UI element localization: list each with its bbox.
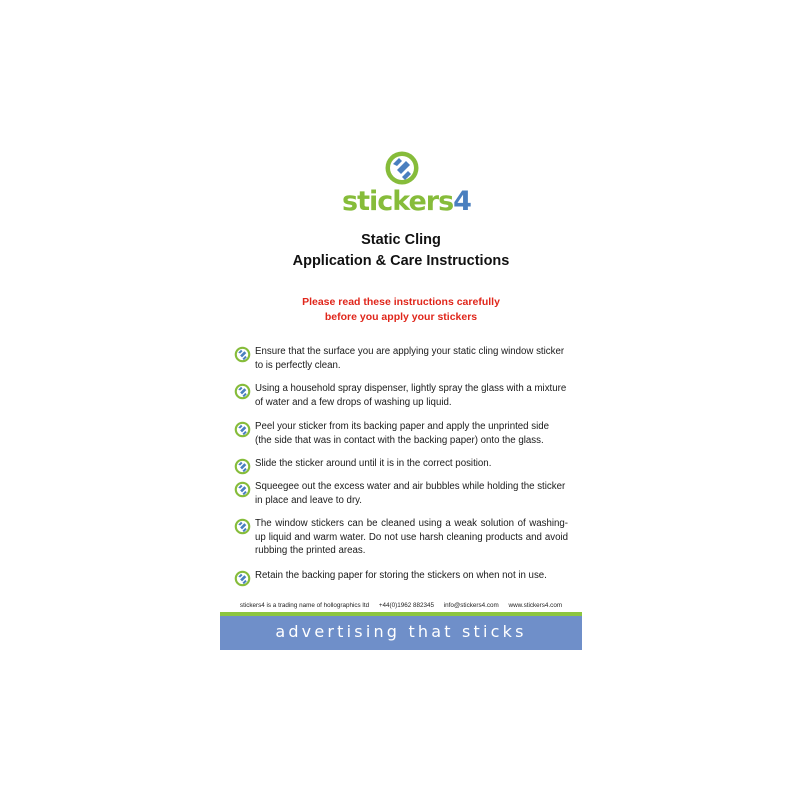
company-note: stickers4 is a trading name of hollographics ltd [239, 602, 370, 609]
title-line-1: Static Cling [361, 232, 441, 248]
stickers4-logo [342, 150, 471, 230]
step-text: Peel your sticker from its backing paper and apply the unprinted side (the side that was in contact with the backing paper) onto the glass. [255, 421, 550, 446]
stickers4-logo-icon [384, 150, 420, 186]
step-text: Retain the backing paper for storing the stickers on when not in use. [255, 570, 547, 581]
logo-wordmark: stickers4 [342, 186, 471, 217]
website-address: www.stickers4.com [508, 602, 563, 609]
tagline-text: advertising that sticks [275, 622, 527, 641]
step-text: Slide the sticker around until it is in the correct position. [255, 458, 492, 469]
contact-footer [220, 602, 582, 609]
stickers4-bullet-icon [234, 518, 251, 535]
stickers4-bullet-icon [234, 481, 251, 498]
instruction-card [220, 140, 582, 650]
step-text: Ensure that the surface you are applying your static cling window sticker to is perfectly clean. [255, 346, 565, 371]
warning-notice [220, 295, 582, 325]
phone-number: +44(0)1962 882345 [378, 602, 434, 609]
email-address: info@stickers4.com [443, 602, 499, 609]
stickers4-bullet-icon [234, 570, 251, 587]
step-text: Using a household spray dispenser, lightly spray the glass with a mixture of water and a few drops of washing up liquid. [255, 383, 567, 408]
notice-line-2: before you apply your stickers [324, 311, 478, 323]
title-line-2: Application & Care Instructions [292, 253, 510, 269]
step-text: The window stickers can be cleaned using a weak solution of washing-up liquid and warm water. Do not use harsh cleaning products and avoid rubbing the printed areas. [255, 518, 568, 556]
stickers4-bullet-icon [234, 346, 251, 363]
page-title [220, 230, 582, 272]
notice-line-1: Please read these instructions carefully [302, 296, 500, 308]
stickers4-bullet-icon [234, 458, 251, 475]
stickers4-bullet-icon [234, 383, 251, 400]
step-text: Squeegee out the excess water and air bubbles while holding the sticker in place and leave to dry. [255, 481, 566, 506]
stickers4-bullet-icon [234, 421, 251, 438]
